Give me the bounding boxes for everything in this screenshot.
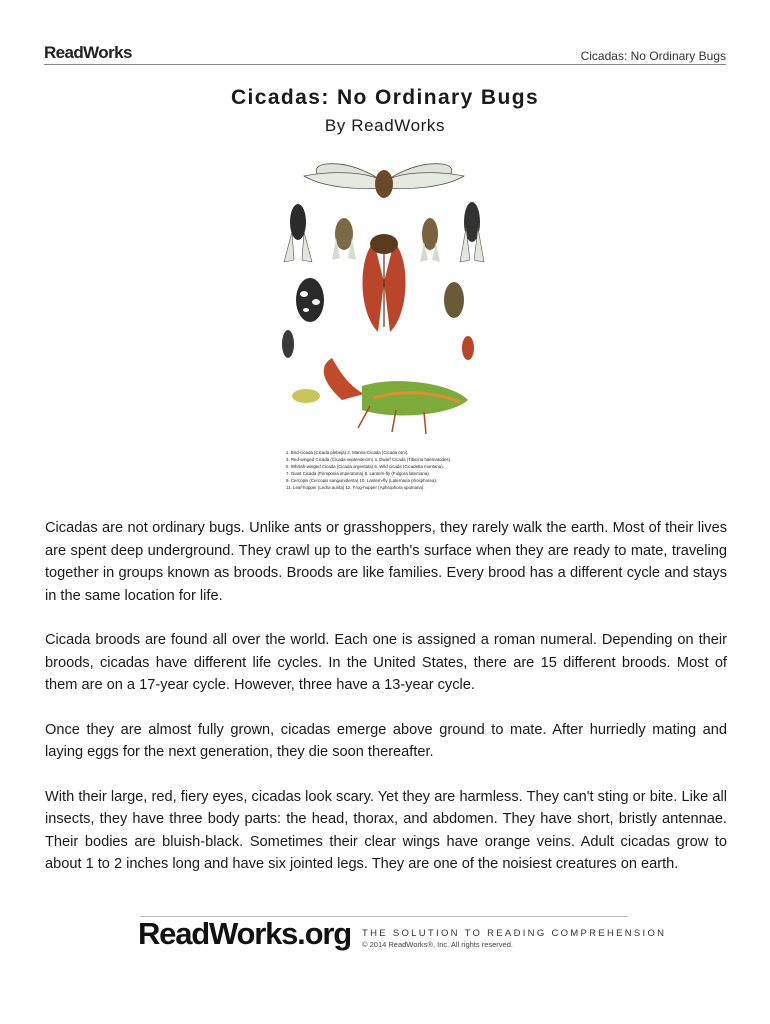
leafhopper-illustration <box>292 389 320 403</box>
cicada-illustration-5 <box>420 218 440 262</box>
paragraph-4: With their large, red, fiery eyes, cicadas look scary. Yet they are harmless. They can't sting or bite. Like all insects, they have three body parts: the head, thorax, and abdomen. They have short, bristly antennae. Their bodies are bluish-black. Sometimes their clear wings have orange veins. Adult cicadas grow to about 1 to 2 inches long and have six jointed legs. They are one of the noisiest creatures on earth. <box>45 788 727 872</box>
running-title: Cicadas: No Ordinary Bugs <box>580 49 726 63</box>
caption-line-6: 11. Leaf-hopper (Ledra aurita) 12. Frog-hopper (Aphrophora spumaria). <box>286 485 425 490</box>
cicada-illustration-3 <box>332 218 356 260</box>
paragraph-2: Cicada broods are found all over the world. Each one is assigned a roman numeral. Depending on their broods, cicadas have different life cycles. In the United States, there are 15 different broods. Most of them are on a 17-year cycle. However, three have a 13-year cycle. <box>45 632 727 693</box>
cicada-illustration-2 <box>284 204 312 262</box>
cicada-illustration-1 <box>304 164 464 198</box>
cicada-illustration-9 <box>462 336 474 360</box>
caption-line-3: 5. Whitish-winged Cicada (Cicada argentata) 6. Wild cicada (Cicadetta montana). <box>286 464 444 469</box>
caption-line-1: 1. Bird-cicada (Cicada plebeja) 2. Manna-Cicada (Cicada orni). <box>286 450 409 455</box>
caption-line-4: 7. Giant Cicada (Pomponia imperatoria) 8. Lantern-fly (Fulgora laternaria). <box>286 471 430 476</box>
paragraph-3: Once they are almost fully grown, cicadas emerge above ground to mate. After hurriedly mating and laying eggs for the next generation, they die soon thereafter. <box>45 721 727 760</box>
article-byline: By ReadWorks <box>324 116 446 135</box>
cicada-illustration-6 <box>460 202 484 262</box>
cicada-illustration-8 <box>444 282 464 318</box>
cicada-illustration-7 <box>296 278 324 322</box>
footer-tagline: THE SOLUTION TO READING COMPREHENSION <box>362 928 667 939</box>
cicada-illustration-10 <box>282 330 294 358</box>
readworks-org-logo: ReadWorks.org <box>138 916 351 951</box>
article-body <box>45 517 727 898</box>
cicada-illustration-4 <box>362 234 405 332</box>
readworks-brand: ReadWorks <box>44 43 132 62</box>
article-title: Cicadas: No Ordinary Bugs <box>230 86 540 109</box>
footer-copyright: © 2014 ReadWorks®, Inc. All rights reserved. <box>362 940 513 949</box>
caption-line-2: 3. Red-winged Cicada (Cicada septendecim) 4. Dwarf Cicada (Tibicina haematodes). <box>286 457 452 462</box>
page-header <box>44 40 726 65</box>
caption-line-5: 9. Cercopis (Cercopis sanguinolenta) 10. Lantern-fly (Laternaria phosphorea). <box>286 478 438 483</box>
lantern-fly-illustration <box>324 358 468 434</box>
figure-caption <box>286 450 451 490</box>
cicada-illustration-plate <box>274 162 494 502</box>
paragraph-1: Cicadas are not ordinary bugs. Unlike ants or grasshoppers, they rarely walk the earth. Most of their lives are spent deep underground. They crawl up to the earth's surface when they are ready to mate, traveling together in groups known as broods. Broods are like families. Every brood has a different cycle and stays in the same location for life. <box>45 520 727 604</box>
